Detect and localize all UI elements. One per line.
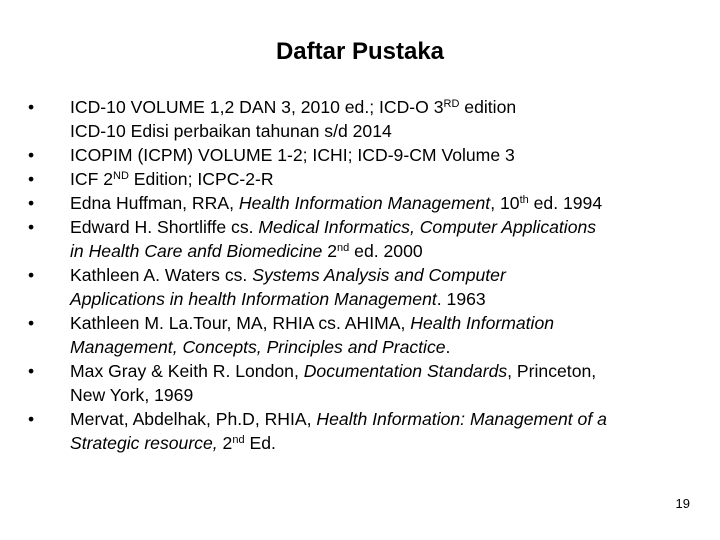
reference-text: ICOPIM (ICPM) VOLUME 1-2; ICHI; ICD-9-CM Volume 3 xyxy=(70,145,515,165)
reference-text: ICD-10 VOLUME 1,2 DAN 3, 2010 ed.; ICD-O 3 xyxy=(70,97,444,117)
reference-line xyxy=(70,335,700,359)
reference-item xyxy=(28,263,700,311)
superscript-text: RD xyxy=(443,98,460,110)
reference-text: Edna Huffman, RRA, xyxy=(70,193,239,213)
reference-line xyxy=(70,263,700,287)
reference-item xyxy=(28,143,700,167)
reference-text: ICF 2 xyxy=(70,169,114,189)
bullet-icon: • xyxy=(28,193,35,213)
bullet-icon: • xyxy=(28,361,35,381)
reference-line xyxy=(70,239,700,263)
reference-text: ed. 1994 xyxy=(528,193,603,213)
reference-item xyxy=(28,407,700,455)
reference-line xyxy=(70,215,700,239)
superscript-text: ND xyxy=(113,170,129,182)
reference-text: edition xyxy=(459,97,517,117)
reference-line xyxy=(70,407,700,431)
italic-text: Strategic resource, xyxy=(70,433,218,453)
reference-line xyxy=(70,431,700,455)
italic-text: Applications in health Information Management xyxy=(70,289,437,309)
bullet-icon: • xyxy=(28,313,35,333)
reference-item xyxy=(28,191,700,215)
italic-text: Health Information xyxy=(410,313,555,333)
bullet-icon: • xyxy=(28,217,35,237)
reference-text: New York, 1969 xyxy=(70,385,194,405)
reference-item xyxy=(28,167,700,191)
reference-text: Edition; ICPC-2-R xyxy=(128,169,274,189)
reference-text: ed. 2000 xyxy=(349,241,423,261)
reference-text: Mervat, Abdelhak, Ph.D, RHIA, xyxy=(70,409,317,429)
slide-title: Daftar Pustaka xyxy=(275,38,445,65)
italic-text: Medical Informatics, Computer Applications xyxy=(258,217,597,237)
superscript-text: th xyxy=(519,194,529,206)
italic-text: Health Information: Management of a xyxy=(316,409,607,429)
italic-text: Management, Concepts, Principles and Practice xyxy=(70,337,446,357)
reference-line xyxy=(70,359,700,383)
reference-text: , 10 xyxy=(490,193,520,213)
reference-text: Kathleen A. Waters cs. xyxy=(70,265,253,285)
italic-text: Systems Analysis and Computer xyxy=(252,265,506,285)
reference-text: , Princeton, xyxy=(507,361,597,381)
reference-text: Kathleen M. La.Tour, MA, RHIA cs. AHIMA, xyxy=(70,313,411,333)
reference-item xyxy=(28,215,700,263)
superscript-text: nd xyxy=(337,242,350,254)
reference-text: 2 xyxy=(217,433,233,453)
reference-text: 2 xyxy=(322,241,338,261)
reference-line xyxy=(70,311,700,335)
reference-line xyxy=(70,95,700,119)
reference-line xyxy=(70,167,700,191)
italic-text: Health Information Management xyxy=(238,193,491,213)
reference-line xyxy=(70,119,700,143)
bullet-icon: • xyxy=(28,145,35,165)
bullet-icon: • xyxy=(28,169,35,189)
reference-text: ICD-10 Edisi perbaikan tahunan s/d 2014 xyxy=(70,121,392,141)
bullet-icon: • xyxy=(28,409,35,429)
reference-item xyxy=(28,95,700,143)
reference-text: . xyxy=(445,337,451,357)
reference-list xyxy=(28,95,700,455)
reference-text: Max Gray & Keith R. London, xyxy=(70,361,304,381)
italic-text: Documentation Standards xyxy=(303,361,508,381)
reference-item xyxy=(28,359,700,407)
page-number: 19 xyxy=(675,496,690,511)
reference-line xyxy=(70,191,700,215)
bullet-icon: • xyxy=(28,97,35,117)
superscript-text: nd xyxy=(232,434,245,446)
italic-text: in Health Care anfd Biomedicine xyxy=(70,241,323,261)
bullet-icon: • xyxy=(28,265,35,285)
reference-text: Edward H. Shortliffe cs. xyxy=(70,217,259,237)
reference-line xyxy=(70,143,700,167)
reference-line xyxy=(70,287,700,311)
reference-line xyxy=(70,383,700,407)
reference-text: . 1963 xyxy=(436,289,486,309)
reference-item xyxy=(28,311,700,359)
reference-text: Ed. xyxy=(244,433,276,453)
